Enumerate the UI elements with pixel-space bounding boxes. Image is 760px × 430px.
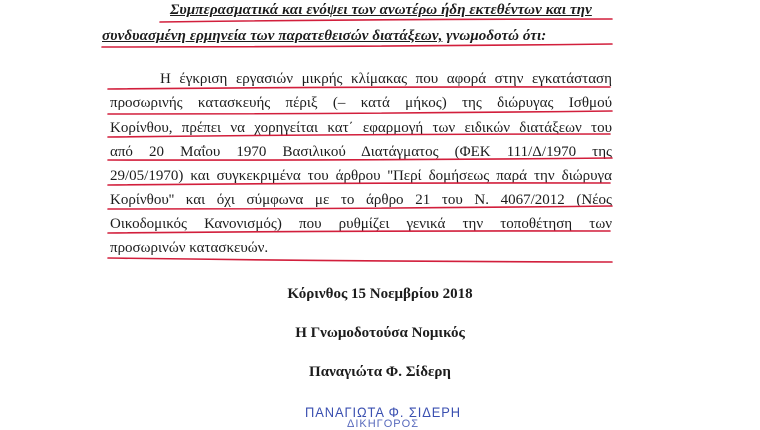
opinion-line-5: 29/05/1970) και συγκεκριμένα του άρθρου ''Περί δομήσεως παρά την διώρυγα bbox=[110, 168, 612, 184]
conclusion-heading-line-2 bbox=[102, 28, 546, 45]
marker-underline bbox=[108, 258, 612, 262]
official-stamp-title: ΔΙΚΗΓΟΡΟΣ bbox=[347, 418, 419, 430]
signatory-role: Η Γνωμοδοτούσα Νομικός bbox=[295, 325, 465, 341]
marker-underline bbox=[160, 19, 612, 22]
opinion-line-3: Κορίνθου, πρέπει να χορηγείται κατ΄ εφαρμογή των ειδικών διατάξεων του bbox=[110, 120, 612, 136]
conclusion-heading-rest: γνωμοδοτώ ότι: bbox=[442, 28, 547, 44]
conclusion-heading-underlined: συνδυασμένη ερμηνεία των παρατεθεισών διατάξεων, bbox=[102, 28, 443, 44]
opinion-line-8: προσωρινών κατασκευών. bbox=[110, 240, 269, 256]
opinion-line-7: Οικοδομικός Κανονισμός) που ρυθμίζει γενικά την τοποθέτηση των bbox=[110, 216, 612, 232]
opinion-line-6: Κορίνθου'' και όχι σύμφωνα με το άρθρο 21 του Ν. 4067/2012 (Νέος bbox=[110, 192, 612, 208]
official-stamp-name: ΠΑΝΑΓΙΩΤΑ Φ. ΣΙΔΕΡΗ bbox=[305, 404, 461, 420]
conclusion-heading-line-1 bbox=[170, 2, 592, 19]
place-and-date: Κόρινθος 15 Νοεμβρίου 2018 bbox=[287, 286, 473, 302]
opinion-line-1: Η έγκριση εργασιών μικρής κλίμακας που αφορά στην εγκατάσταση bbox=[160, 71, 612, 87]
opinion-line-4: από 20 Μαΐου 1970 Βασιλικού Διατάγματος (ΦΕΚ 111/Δ/1970 της bbox=[110, 144, 612, 160]
conclusion-heading-text-1: Συμπερασματικά και ενόψει των ανωτέρω ήδη εκτεθέντων και την bbox=[170, 2, 592, 18]
signatory-name: Παναγιώτα Φ. Σίδερη bbox=[309, 364, 451, 380]
opinion-line-2: προσωρινής κατασκευής πέριξ (– κατά μήκος) της διώρυγας Ισθμού bbox=[110, 95, 612, 111]
